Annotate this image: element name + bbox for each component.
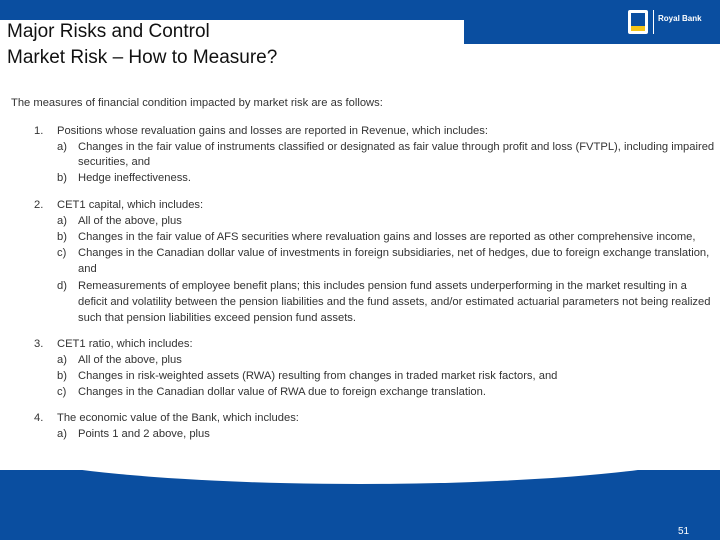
subitem-text: Changes in the Canadian dollar value of investments in foreign subsidiaries, net of hedges, due to foreign exchange translation, xyxy=(78,247,710,259)
subitem-text: Changes in the fair value of AFS securities where revaluation gains and losses are reported as other comprehensive income, xyxy=(78,231,696,243)
subitem-text: All of the above, plus xyxy=(78,354,182,366)
item-text: The economic value of the Bank, which includes: xyxy=(57,412,299,424)
subitem-text: and xyxy=(78,263,97,275)
subitem-text: securities, and xyxy=(78,156,151,168)
slide-title: Major Risks and Control xyxy=(7,21,210,42)
subitem-text: Hedge ineffectiveness. xyxy=(78,172,191,184)
item-number: 3. xyxy=(34,338,44,350)
intro-text: The measures of financial condition impacted by market risk are as follows: xyxy=(11,97,383,109)
subitem-letter: d) xyxy=(57,280,67,292)
slide-subtitle: Market Risk – How to Measure? xyxy=(7,47,278,68)
logo-text: Royal Bank xyxy=(658,14,702,23)
subitem-text: such that pension liabilities exceed pension fund assets. xyxy=(78,312,356,324)
subitem-letter: a) xyxy=(57,428,67,440)
item-text: CET1 capital, which includes: xyxy=(57,199,204,211)
item-number: 4. xyxy=(34,412,44,424)
subitem-letter: b) xyxy=(57,370,67,382)
subitem-text: deficit and volatility between the pension liabilities and the fund assets, and/or estimated actuarial parameters not being realized xyxy=(78,296,711,308)
subitem-text: Changes in risk-weighted assets (RWA) resulting from changes in traded market risk factors, and xyxy=(78,370,558,382)
subitem-letter: a) xyxy=(57,141,67,153)
item-number: 1. xyxy=(34,125,44,137)
subitem-text: Remeasurements of employee benefit plans; this includes pension fund assets underperforming in the market resulting in a xyxy=(78,280,687,292)
subitem-text: Points 1 and 2 above, plus xyxy=(78,428,210,440)
subitem-letter: a) xyxy=(57,354,67,366)
subitem-text: Changes in the Canadian dollar value of RWA due to foreign exchange translation. xyxy=(78,386,486,398)
page-number: 51 xyxy=(678,526,690,537)
subitem-letter: a) xyxy=(57,215,67,227)
subitem-letter: b) xyxy=(57,172,67,184)
item-text: Positions whose revaluation gains and losses are reported in Revenue, which includes: xyxy=(57,125,488,137)
subitem-text: Changes in the fair value of instruments classified or designated as fair value through profit and loss (FVTPL), including impaired xyxy=(78,141,715,153)
subitem-letter: c) xyxy=(57,247,67,259)
item-number: 2. xyxy=(34,199,44,211)
item-text: CET1 ratio, which includes: xyxy=(57,338,193,350)
subitem-letter: c) xyxy=(57,386,67,398)
subitem-letter: b) xyxy=(57,231,67,243)
subitem-text: All of the above, plus xyxy=(78,215,182,227)
